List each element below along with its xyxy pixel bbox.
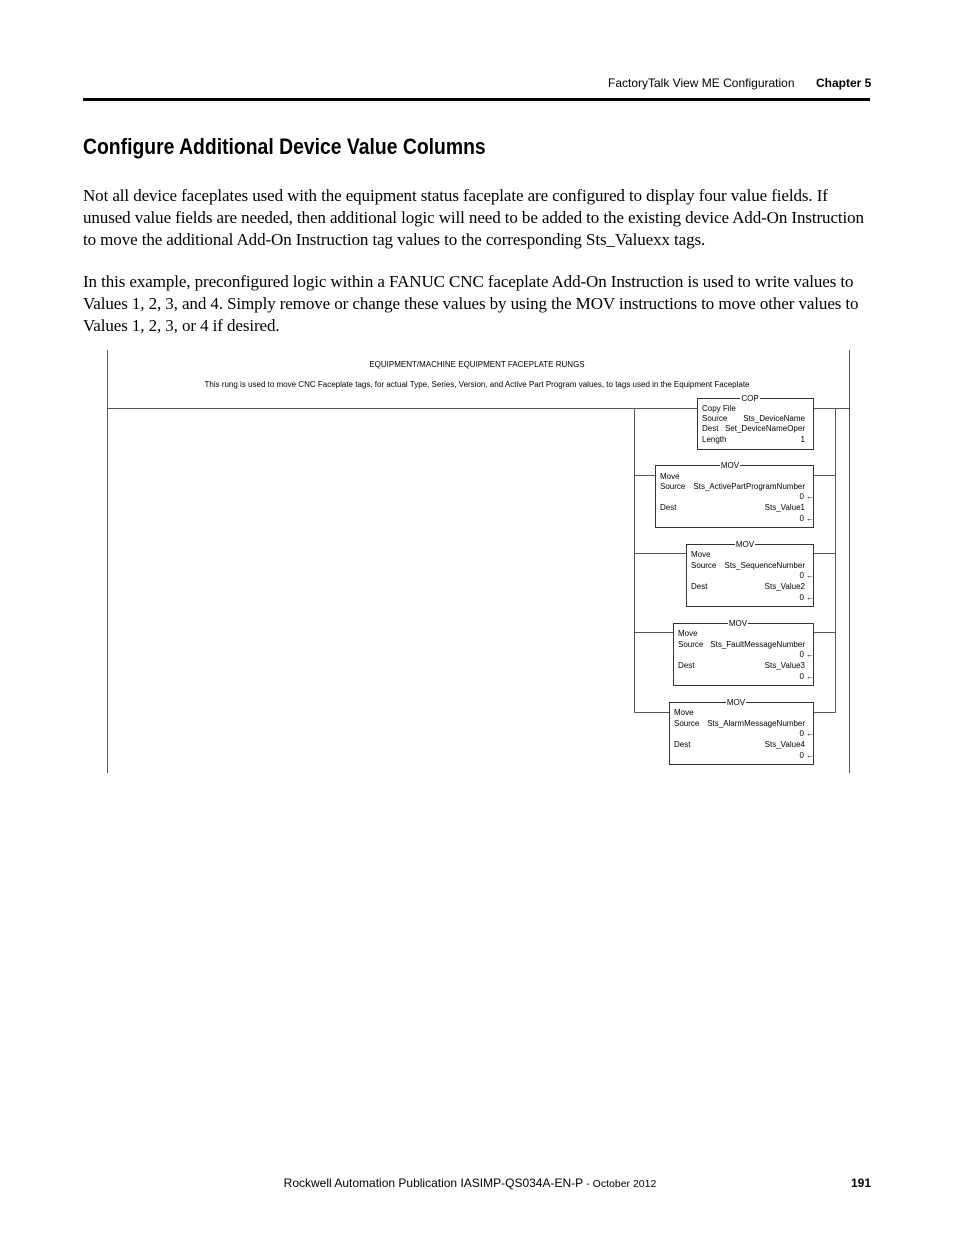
header-rule: [83, 98, 870, 101]
mov-source-value: 0: [799, 729, 804, 738]
mov-title: Move: [674, 708, 694, 717]
body-paragraph-2: In this example, preconfigured logic within a FANUC CNC faceplate Add-On Instruction is used to write values to Values 1, 2, 3, and 4. Simply remove or change these values by using the MOV instructions to move other values to Values 1, 2, 3, or 4 if desired.: [83, 272, 859, 335]
mov-source-tag: Sts_ActivePartProgramNumber: [693, 482, 805, 491]
footer-date: - October 2012: [586, 1178, 657, 1190]
ladder-logic-diagram: [100, 350, 860, 780]
mov-instruction-block: [674, 619, 815, 686]
mov-mnemonic: MOV: [720, 461, 740, 470]
mov-dest-tag: Sts_Value2: [764, 582, 805, 591]
cop-mnemonic: COP: [741, 394, 759, 403]
mov-source-value: 0: [799, 571, 804, 580]
mov-dest-tag: Sts_Value4: [764, 740, 805, 749]
footer-publication-id: Rockwell Automation Publication IASIMP-QS034A-EN-P: [283, 1176, 583, 1190]
mov-dest-label: Dest: [660, 503, 677, 512]
arrow-icon: ←: [806, 492, 814, 501]
mov-dest-tag: Sts_Value3: [764, 661, 805, 670]
cop-source-tag: Sts_DeviceName: [743, 414, 805, 423]
arrow-icon: ←: [806, 571, 814, 580]
mov-source-label: Source: [678, 640, 704, 649]
mov-source-tag: Sts_SequenceNumber: [724, 561, 805, 570]
page-number: 191: [851, 1176, 872, 1190]
mov-dest-label: Dest: [691, 582, 708, 591]
mov-source-tag: Sts_FaultMessageNumber: [710, 640, 805, 649]
mov-source-tag: Sts_AlarmMessageNumber: [707, 719, 805, 728]
cop-dest-label: Dest: [702, 424, 719, 433]
mov-dest-value: 0: [799, 514, 804, 523]
mov-title: Move: [691, 550, 711, 559]
mov-instruction-block: [656, 461, 815, 528]
mov-source-label: Source: [674, 719, 700, 728]
mov-source-value: 0: [799, 492, 804, 501]
arrow-icon: ←: [806, 593, 814, 602]
arrow-icon: ←: [806, 751, 814, 760]
cop-length-label: Length: [702, 435, 727, 444]
mov-source-label: Source: [660, 482, 686, 491]
footer-publication: [284, 1176, 657, 1190]
header-chapter: Chapter 5: [816, 76, 872, 90]
arrow-icon: ←: [806, 729, 814, 738]
page-title: Configure Additional Device Value Columns: [83, 134, 486, 159]
arrow-icon: ←: [806, 514, 814, 523]
mov-mnemonic: MOV: [735, 540, 755, 549]
mov-dest-value: 0: [799, 593, 804, 602]
mov-title: Move: [678, 629, 698, 638]
mov-source-label: Source: [691, 561, 717, 570]
mov-instruction-block: [670, 698, 815, 765]
cop-dest-tag: Set_DeviceNameOper: [724, 424, 805, 433]
cop-title: Copy File: [702, 404, 736, 413]
arrow-icon: ←: [806, 650, 814, 659]
cop-source-label: Source: [702, 414, 728, 423]
cop-length-value: 1: [800, 435, 805, 444]
rung-title: EQUIPMENT/MACHINE EQUIPMENT FACEPLATE RUNGS: [369, 360, 585, 369]
mov-mnemonic: MOV: [728, 619, 748, 628]
arrow-icon: ←: [806, 672, 814, 681]
mov-dest-label: Dest: [678, 661, 695, 670]
mov-dest-value: 0: [799, 672, 804, 681]
mov-dest-value: 0: [799, 751, 804, 760]
body-paragraph-1: Not all device faceplates used with the equipment status faceplate are configured to display four value fields. If unused value fields are needed, then additional logic will need to be added to the existing device Add-On Instruction to move the additional Add-On Instruction tag values to the corresponding Sts_Valuexx tags.: [83, 186, 864, 249]
mov-source-value: 0: [799, 650, 804, 659]
cop-instruction-block: [698, 394, 814, 450]
header-section-title: FactoryTalk View ME Configuration: [608, 76, 795, 90]
mov-instruction-block: [687, 540, 815, 607]
mov-title: Move: [660, 472, 680, 481]
mov-dest-label: Dest: [674, 740, 691, 749]
rung-comment: This rung is used to move CNC Faceplate tags, for actual Type, Series, Version, and Active Part Program values, to tags used in the Equipment Faceplate: [204, 380, 750, 389]
mov-mnemonic: MOV: [726, 698, 746, 707]
mov-dest-tag: Sts_Value1: [764, 503, 805, 512]
